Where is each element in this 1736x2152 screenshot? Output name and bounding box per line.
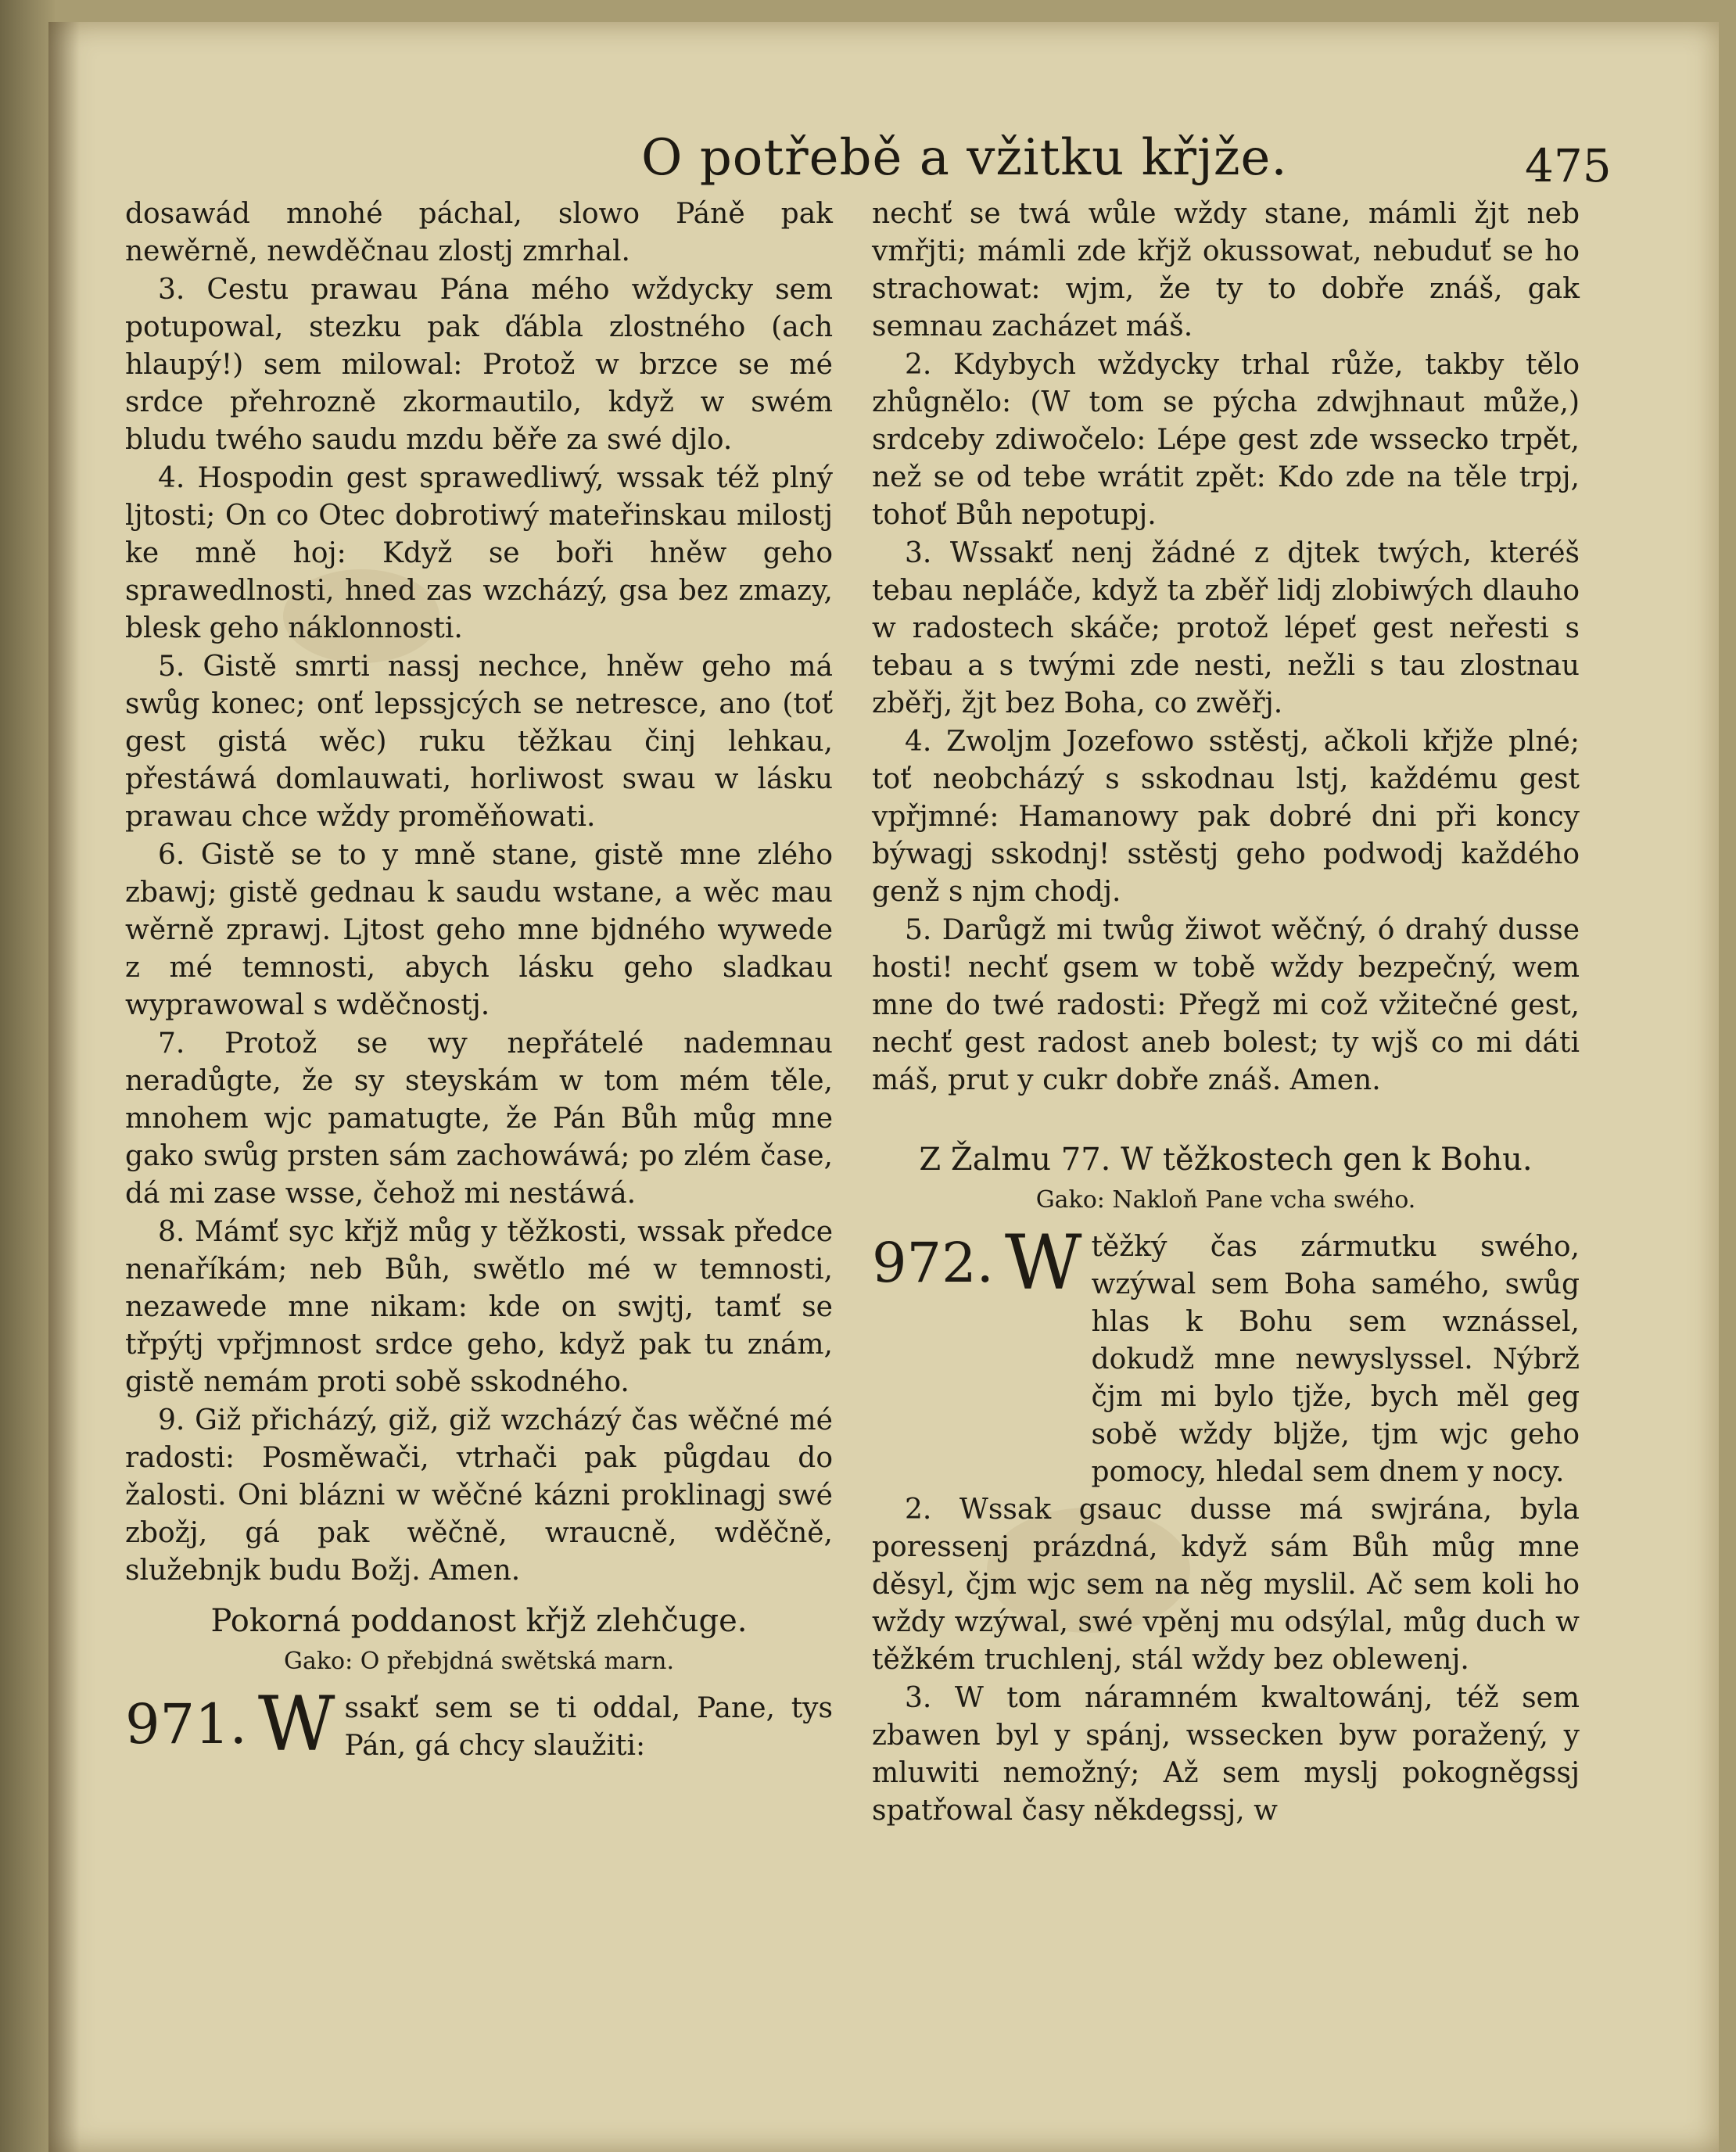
- paragraph: 5. Darůgž mi twůg žiwot wěčný, ó drahý dusse hosti! nechť gsem w tobě wždy bezpečný, wem mne do twé radosti: Přegž mi což vžitečné gest, nechť gest radost aneb bolest; ty wjš co mi dáti máš, prut y cukr dobře znáš. Amen.: [872, 914, 1580, 1096]
- paragraph: 6. Gistě se to y mně stane, gistě mne zlého zbawj; gistě gednau k saudu wstane, a wěc mau wěrně zprawj. Ljtost geho mne bjdného wywede z mé temnosti, abych lásku geho sladkau wyprawowal s wděčnostj.: [125, 839, 833, 1021]
- book-edge: [0, 0, 55, 2152]
- hymn-title: Z Žalmu 77. W těžkostech gen k Bohu.: [919, 1142, 1533, 1178]
- hymn-number: 972.: [872, 1231, 994, 1295]
- paragraph: 9. Giž přicházý, giž, giž wzcházý čas wěčné mé radosti: Posměwači, vtrhači pak půgdau do žalosti. Oni blázni w wěčné kázni proklinagj swé zbožj, gá pak wěčně, wraucně, wděčně, služebnjk budu Božj. Amen.: [125, 1404, 833, 1587]
- drop-cap: W: [1004, 1219, 1082, 1307]
- hymn-number: 971.: [125, 1692, 247, 1756]
- paragraph: 4. Hospodin gest sprawedliwý, wssak též plný ljtosti; On co Otec dobrotiwý mateřinskau milostj ke mně hoj: Když se boři hněw geho sprawedlnosti, hned zas wzcházý, gsa bez zmazy, blesk geho náklonnosti.: [125, 462, 833, 644]
- page-number: 475: [1525, 139, 1612, 192]
- drop-cap: W: [257, 1680, 335, 1768]
- paragraph: 7. Protož se wy nepřátelé nademnau neradůgte, že sy steyskám w tom mém těle, mnohem wjc pamatugte, že Pán Bůh můg mne gako swůg prsten sám zachowáwá; po zlém čase, dá mi zase wsse, čehož mi nestáwá.: [125, 1028, 833, 1210]
- hymn-tune: Gako: O přebjdná swětská marn.: [283, 1648, 675, 1675]
- hymn-title: Pokorná poddanost křjž zlehčuge.: [210, 1603, 748, 1639]
- hymn-start: [872, 1219, 1580, 1491]
- paragraph: 8. Mámť syc křjž můg y těžkosti, wssak předce nenaříkám; neb Bůh, swětlo mé w temnosti, nezawede mne nikam: kde on swjtj, tamť se třpýtj vpřjmnost srdce geho, když pak tu znám, gistě nemám proti sobě sskodného.: [125, 1216, 833, 1398]
- hymn-start: [125, 1680, 833, 1768]
- paragraph: 5. Gistě smrti nassj nechce, hněw geho má swůg konec; onť lepssjcých se netresce, ano (toť gest gistá wěc) ruku těžkau činj lehkau, přestáwá domlauwati, horliwost swau w lásku prawau chce wždy proměňowati.: [125, 651, 833, 833]
- paragraph: dosawád mnohé páchal, slowo Páně pak newěrně, newděčnau zlostj zmrhal.: [125, 198, 833, 267]
- paragraph: nechť se twá wůle wždy stane, mámli žjt neb vmřjti; mámli zde křjž okussowat, nebuduť se ho strachowat: wjm, že ty to dobře znáš, gak semnau zacházet máš.: [872, 198, 1580, 343]
- paragraph: 4. Zwoljm Jozefowo sstěstj, ačkoli křjže plné; toť neobcházý s sskodnau lstj, každému gest vpřjmné: Hamanowy pak dobré dni při koncy býwagj sskodnj! sstěstj geho podwodj každého genž s njm chodj.: [872, 726, 1580, 908]
- spine-shadow: [48, 22, 80, 2152]
- hymn-first-line: těžký čas zármutku swého, wzýwal sem Boha samého, swůg hlas k Bohu sem wznássel, dokudž mne newyslyssel. Nýbrž čjm mi bylo tjže, bych měl geg sobě wždy bljže, tjm wjc geho pomocy, hledal sem dnem y nocy.: [1091, 1231, 1580, 1488]
- paragraph: 3. Cestu prawau Pána mého wždycky sem potupowal, stezku pak ďábla zlostného (ach hlaupý!) sem milowal: Protož w brzce se mé srdce přehrozně zkormautilo, když w swém bludu twého saudu mzdu běře za swé djlo.: [125, 274, 833, 456]
- paragraph: 3. W tom náramném kwaltowánj, též sem zbawen byl y spánj, wssecken byw poražený, y mluwiti nemožný; Až sem myslj pokogněgssj spatřowal časy někdegssj, w: [872, 1682, 1580, 1827]
- hymn-tune: Gako: Nakloň Pane vcha swého.: [1035, 1186, 1416, 1214]
- hymn-first-line: ssakť sem se ti oddal, Pane, tys Pán, gá chcy slaužiti:: [344, 1692, 833, 1762]
- paragraph: 2. Wssak gsauc dusse má swjrána, byla poressenj prázdná, když sám Bůh můg mne děsyl, čjm wjc sem na něg myslil. Ač sem koli ho wždy wzýwal, swé vpěnj mu odsýlal, můg duch w těžkém truchlenj, stál wždy bez oblewenj.: [872, 1494, 1580, 1676]
- spacer: [872, 1100, 1580, 1128]
- left-column: [125, 195, 833, 1768]
- right-column: [872, 195, 1580, 1831]
- running-header: O potřebě a vžitku křjže.: [641, 129, 1288, 187]
- paragraph: 3. Wssakť nenj žádné z djtek twých, kteréš tebau nepláče, když ta zběř lidj zlobiwých dlauho w radostech skáče; protož lépeť gest neřesti s tebau a s twými zde nesti, nežli s tau zlostnau zběřj, žjt bez Boha, co zwěřj.: [872, 537, 1580, 719]
- paragraph: 2. Kdybych wždycky trhal růže, takby tělo zhůgnělo: (W tom se pýcha zdwjhnaut může,) srdceby zdiwočelo: Lépe gest zde wssecko trpět, než se od tebe wrátit zpět: Kdo zde na těle trpj, tohoť Bůh nepotupj.: [872, 349, 1580, 531]
